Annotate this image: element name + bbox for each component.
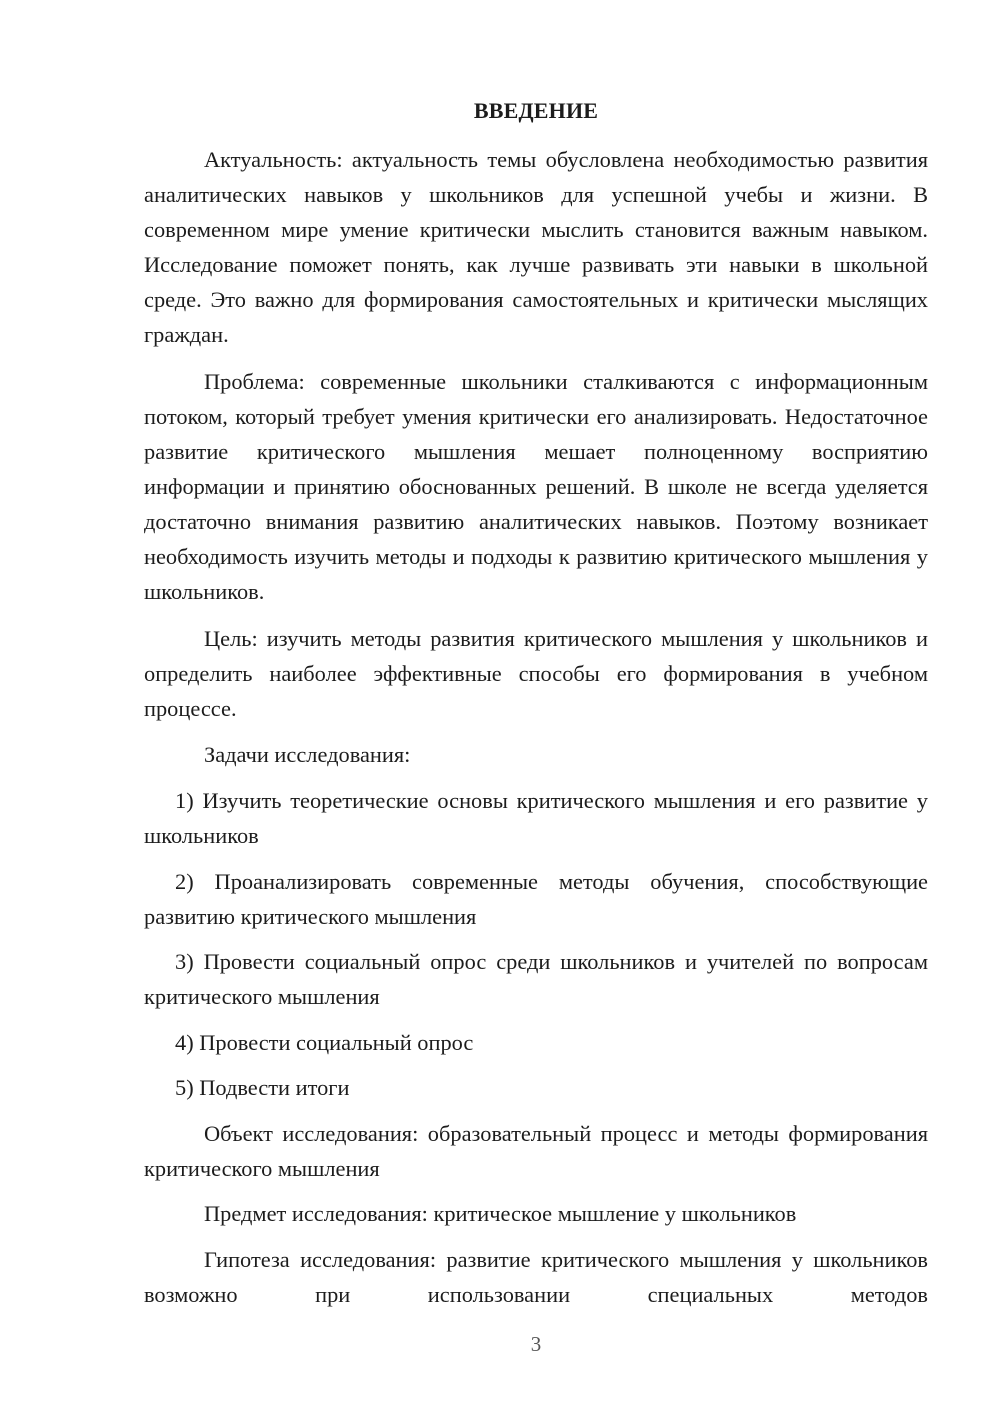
paragraph-problem: Проблема: современные школьники сталкиваются с информационным потоком, который требует умения критически его анализировать. Недостаточное развитие критического мышления мешает полноценному восприятию информации и принятию обоснованных решений. В школе не всегда уделяется достаточно внимания развитию аналитических навыков. Поэтому возникает необходимость изучить методы и подходы к развитию критического мышления у школьников.: [144, 369, 928, 604]
task-item-3: 3) Провести социальный опрос среди школьников и учителей по вопросам критического мышления: [144, 949, 928, 1009]
paragraph-goal: Цель: изучить методы развития критического мышления у школьников и определить наиболее эффективные способы его формирования в учебном процессе.: [144, 626, 928, 721]
paragraph-hypothesis: Гипотеза исследования: развитие критического мышления у школьников возможно при использовании специальных методов: [144, 1247, 928, 1307]
task-item-4: 4) Провести социальный опрос: [175, 1030, 474, 1055]
task-item-5: 5) Подвести итоги: [175, 1075, 350, 1100]
paragraph-relevance: Актуальность: актуальность темы обусловлена необходимостью развития аналитических навыков у школьников для успешной учебы и жизни. В современном мире умение критически мыслить становится важным навыком. Исследование поможет понять, как лучше развивать эти навыки в школьной среде. Это важно для формирования самостоятельных и критически мыслящих граждан.: [144, 147, 928, 347]
paragraph-subject: Предмет исследования: критическое мышление у школьников: [204, 1201, 797, 1226]
task-item-2: 2) Проанализировать современные методы обучения, способствующие развитию критического мышления: [144, 869, 928, 929]
paragraph-tasks-heading: Задачи исследования:: [204, 742, 411, 767]
task-item-1: 1) Изучить теоретические основы критического мышления и его развитие у школьников: [144, 788, 928, 848]
page-number: 3: [530, 1332, 542, 1356]
paragraph-object: Объект исследования: образовательный процесс и методы формирования критического мышления: [144, 1121, 928, 1181]
section-title: ВВЕДЕНИЕ: [473, 98, 599, 123]
